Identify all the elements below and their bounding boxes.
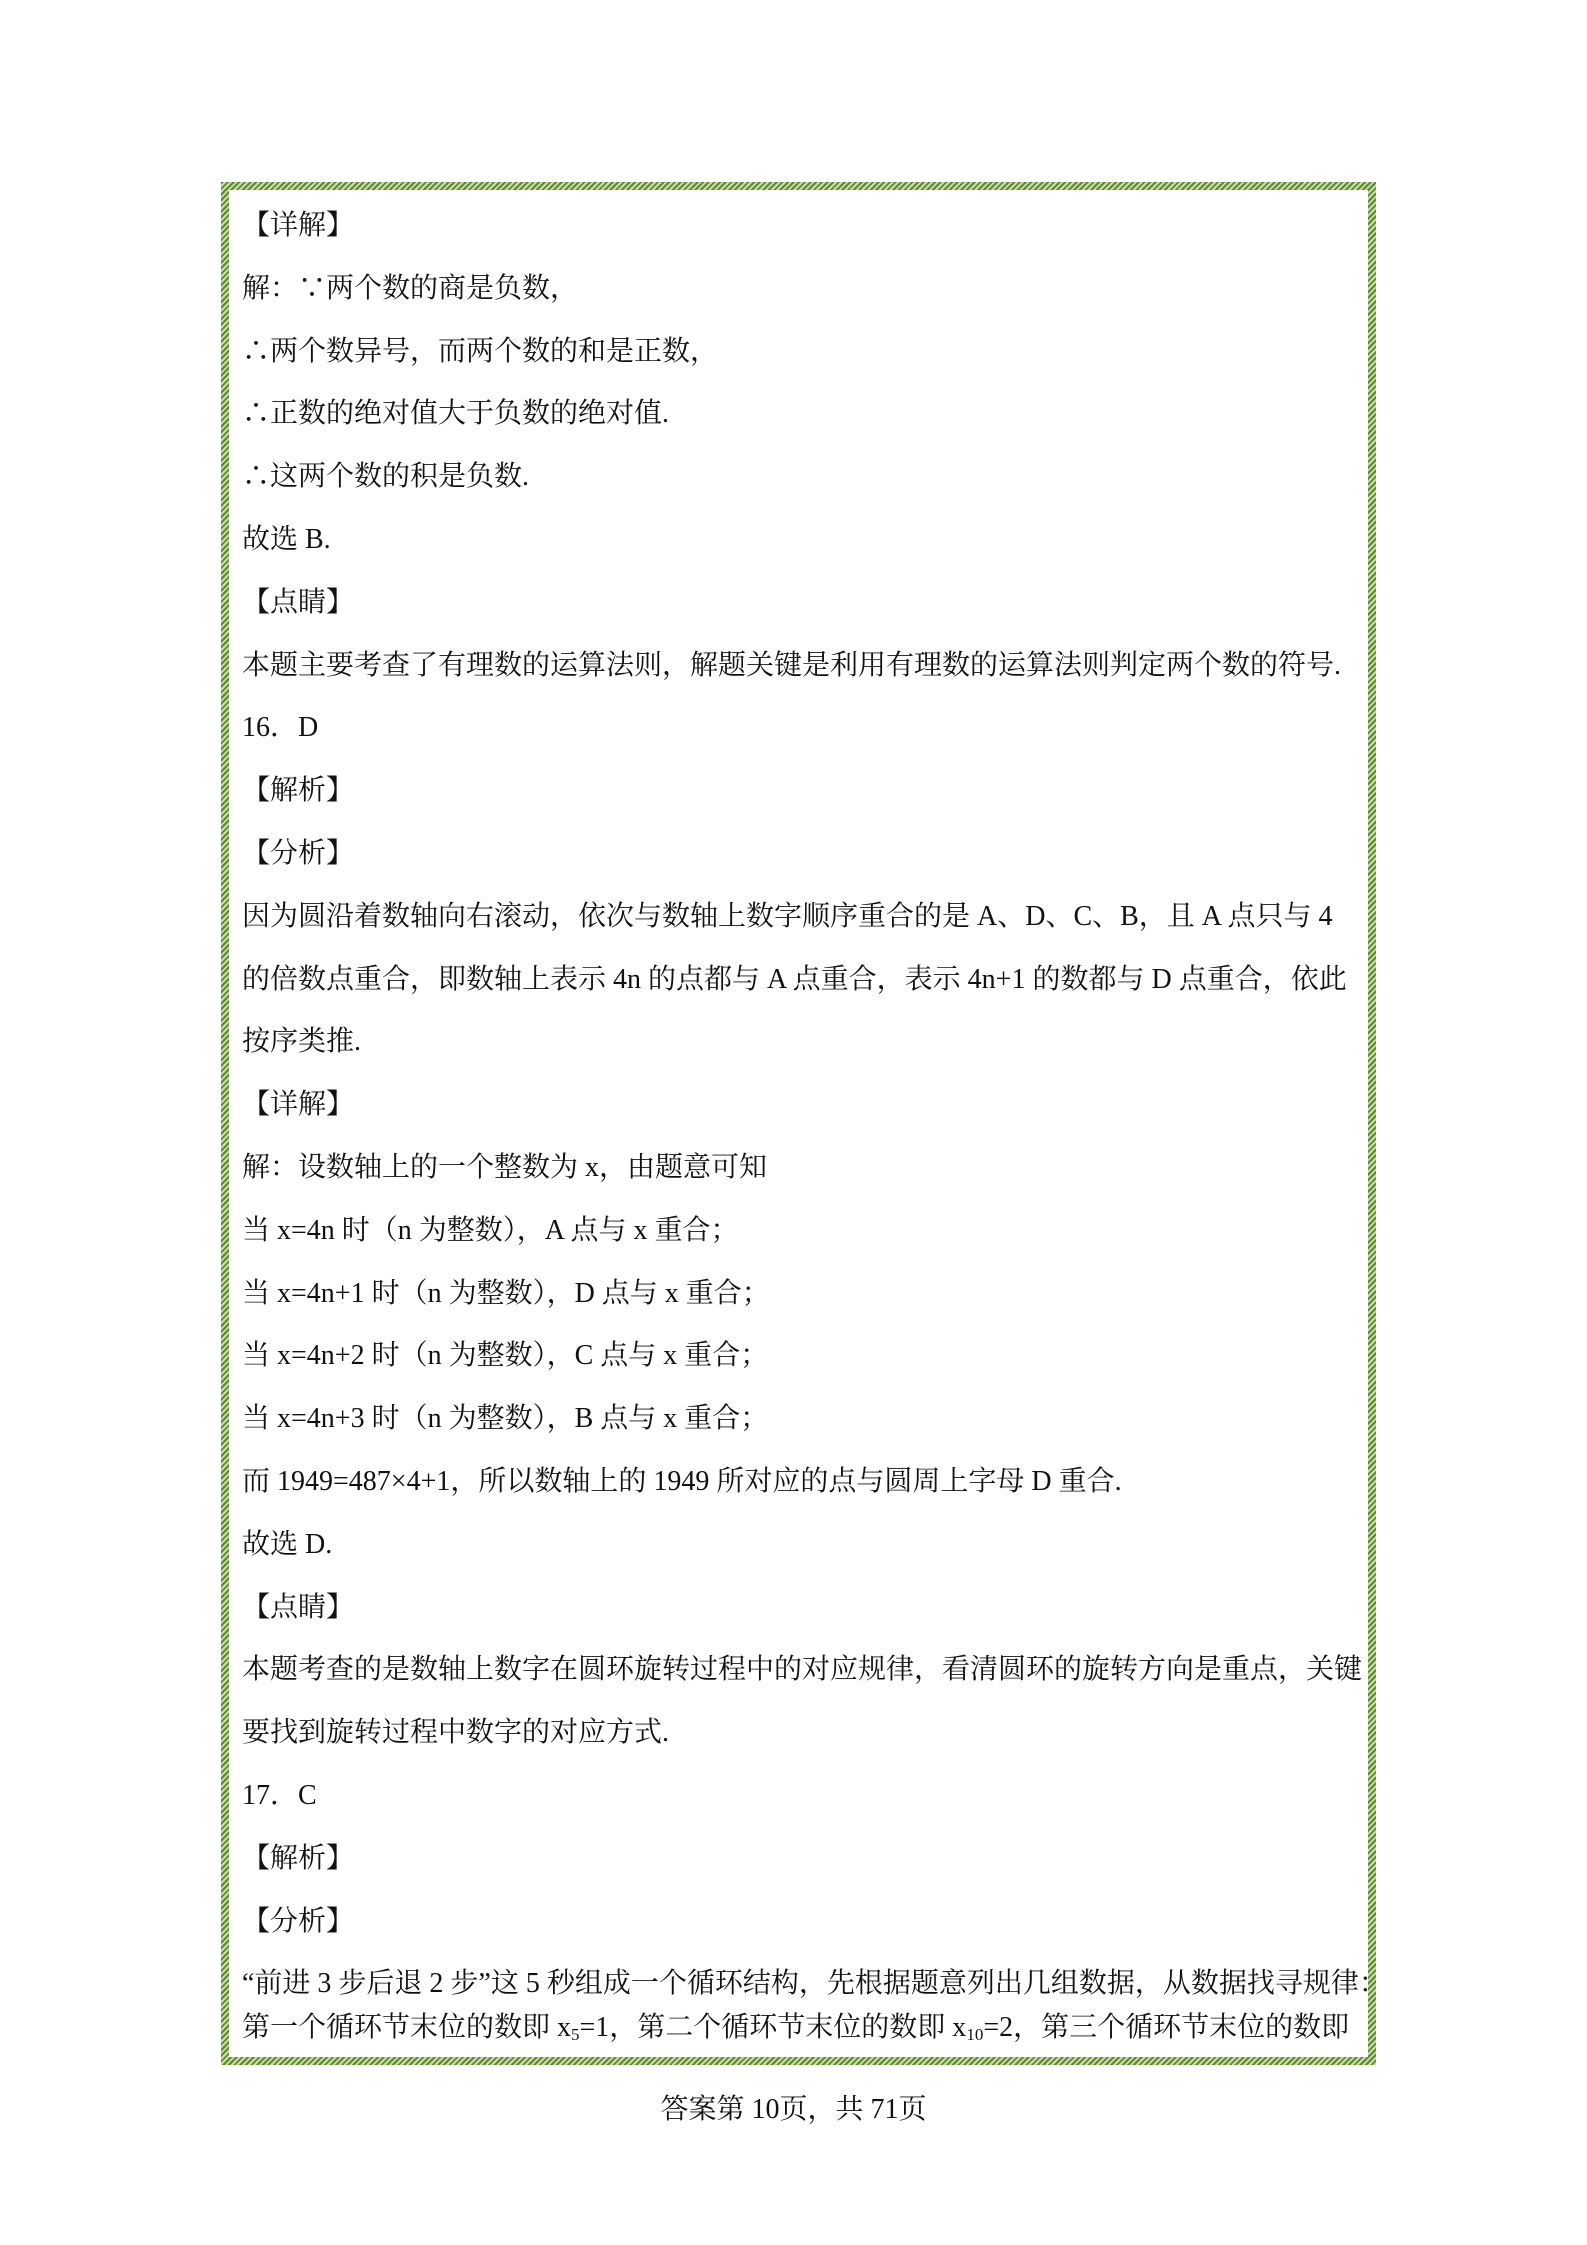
text-line: ∴两个数异号，而两个数的和是正数， — [242, 335, 719, 367]
text-line: “前进 3 步后退 2 步”这 5 秒组成一个循环结构，先根据题意列出几组数据，从数据找寻规律： — [242, 1968, 1387, 2000]
last-line-part1: 第一个循环节末位的数即 x — [242, 2012, 572, 2043]
text-line: 按序类推. — [242, 1026, 362, 1058]
subscript: 10 — [966, 2025, 984, 2044]
text-line: 17．C — [242, 1780, 317, 1811]
text-line: 【解析】 — [242, 1842, 355, 1874]
text-line: 【点睛】 — [242, 1591, 355, 1623]
text-line-last — [242, 2010, 1349, 2046]
text-line: 【详解】 — [242, 1089, 355, 1121]
text-line: 当 x=4n+1 时（n 为整数），D 点与 x 重合； — [242, 1277, 770, 1309]
text-line: 解：设数轴上的一个整数为 x，由题意可知 — [242, 1152, 768, 1183]
text-line: ∴这两个数的积是负数. — [242, 461, 530, 493]
text-line: 本题考查的是数轴上数字在圆环旋转过程中的对应规律，看清圆环的旋转方向是重点，关键 — [242, 1654, 1363, 1686]
text-line: 解：∵两个数的商是负数， — [242, 272, 579, 304]
text-line: 的倍数点重合，即数轴上表示 4n 的点都与 A 点重合，表示 4n+1 的数都与 D 点重合，依此 — [242, 963, 1347, 995]
text-line: 【分析】 — [242, 838, 355, 869]
text-line: 要找到旋转过程中数字的对应方式. — [242, 1717, 670, 1749]
text-line: 当 x=4n+3 时（n 为整数），B 点与 x 重合； — [242, 1403, 769, 1435]
text-line: 【解析】 — [242, 775, 355, 807]
text-line: 16．D — [242, 712, 319, 744]
subscript: 5 — [571, 2025, 580, 2044]
text-line: ∴正数的绝对值大于负数的绝对值. — [242, 398, 670, 430]
text-line: 当 x=4n+2 时（n 为整数），C 点与 x 重合； — [242, 1340, 769, 1372]
text-line: 本题主要考查了有理数的运算法则，解题关键是利用有理数的运算法则判定两个数的符号. — [242, 649, 1342, 681]
text-line: 故选 B. — [242, 524, 331, 555]
text-line: 而 1949=487×4+1，所以数轴上的 1949 所对应的点与圆周上字母 D 重合. — [242, 1466, 1122, 1497]
text-line: 【点睛】 — [242, 586, 355, 618]
text-line: 因为圆沿着数轴向右滚动，依次与数轴上数字顺序重合的是 A、D、C、B，且 A 点只与 4 — [242, 900, 1333, 932]
text-line: 【分析】 — [242, 1905, 355, 1937]
text-line: 故选 D. — [242, 1528, 333, 1560]
text-line: 当 x=4n 时（n 为整数），A 点与 x 重合； — [242, 1214, 739, 1246]
text-line: 【详解】 — [242, 210, 355, 241]
last-line-part2: =1，第二个循环节末位的数即 x — [579, 2012, 967, 2043]
last-line-part3: =2，第三个循环节末位的数即 — [983, 2012, 1350, 2043]
page-footer: 答案第 10页，共 71页 — [660, 2094, 927, 2125]
